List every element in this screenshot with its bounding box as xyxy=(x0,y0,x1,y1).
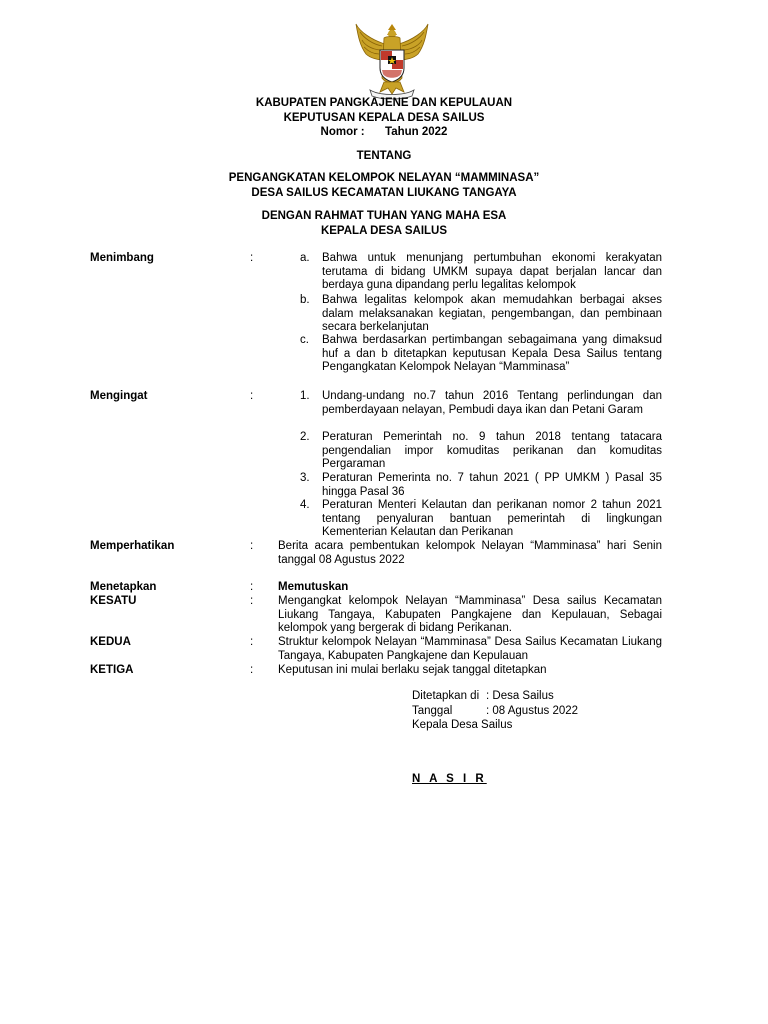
menimbang-label: Menimbang xyxy=(90,252,154,264)
menimbang-marker-c: c. xyxy=(300,334,309,346)
mengingat-item-3: Peraturan Pemerinta no. 7 tahun 2021 ( PP UMKM ) Pasal 35 hingga Pasal 36 xyxy=(322,472,662,498)
jabatan-line: Kepala Desa Sailus xyxy=(412,719,513,731)
kesatu-text: Mengangkat kelompok Nelayan “Mamminasa” Desa sailus Kecamatan Liukang Tangaya, Kabupaten Pangkajene dan Kepulauan, Sebagai kelompok yang bergerak di bidang Perikanan. xyxy=(278,595,662,634)
garuda-emblem xyxy=(352,22,432,102)
menimbang-marker-b: b. xyxy=(300,294,310,306)
menimbang-item-a: Bahwa untuk menunjang pertumbuhan ekonomi kerakyatan terutama di bidang UMKM supaya dapat berjalan lancar dan berdaya guna dipandang perlu legalitas kelompok xyxy=(322,252,662,291)
nomor-label: Nomor : xyxy=(320,126,365,138)
ketiga-label: KETIGA xyxy=(90,664,134,676)
tanggal-value: : 08 Agustus 2022 xyxy=(486,705,579,717)
menimbang-colon: : xyxy=(250,252,254,264)
kepala-line: KEPALA DESA SAILUS xyxy=(320,225,448,237)
kesatu-label: KESATU xyxy=(90,595,137,607)
tanggal-label: Tanggal xyxy=(412,705,453,717)
menetapkan-colon: : xyxy=(250,581,254,593)
mengingat-item-4: Peraturan Menteri Kelautan dan perikanan nomor 2 tahun 2021 tentang penyaluran bantuan pemerintah di lingkungan Kementerian Kelautan dan Perikanan xyxy=(322,499,662,538)
tentang-heading: TENTANG xyxy=(356,150,412,162)
menimbang-marker-a: a. xyxy=(300,252,310,264)
mengingat-marker-1: 1. xyxy=(300,390,310,402)
mengingat-colon: : xyxy=(250,390,254,402)
ketiga-text: Keputusan ini mulai berlaku sejak tanggal ditetapkan xyxy=(278,664,547,676)
memutuskan-text: Memutuskan xyxy=(278,581,349,593)
tahun-label: Tahun 2022 xyxy=(385,126,448,138)
menimbang-item-c: Bahwa berdasarkan pertimbangan sebagaimana yang dimaksud huf a dan b ditetapkan keputusan Kepala Desa Sailus tentang Pengangkatan Kelompok Nelayan “Mamminasa” xyxy=(322,334,662,373)
subject-line-1: PENGANGKATAN KELOMPOK NELAYAN “MAMMINASA” xyxy=(228,172,540,184)
kedua-colon: : xyxy=(250,636,254,648)
ditetapkan-label: Ditetapkan di xyxy=(412,690,480,702)
header-number-line xyxy=(0,125,768,140)
mengingat-item-1: Undang-undang no.7 tahun 2016 Tentang perlindungan dan pemberdayaan nelayan, Pembudi daya ikan dan Petani Garam xyxy=(322,390,662,416)
mengingat-marker-4: 4. xyxy=(300,499,310,511)
mengingat-label: Mengingat xyxy=(90,390,148,402)
menetapkan-label: Menetapkan xyxy=(90,581,157,593)
memperhatikan-label: Memperhatikan xyxy=(90,540,175,552)
ketiga-colon: : xyxy=(250,664,254,676)
header-regency: KABUPATEN PANGKAJENE DAN KEPULAUAN xyxy=(255,97,513,109)
mengingat-marker-3: 3. xyxy=(300,472,310,484)
kesatu-colon: : xyxy=(250,595,254,607)
kedua-label: KEDUA xyxy=(90,636,131,648)
mengingat-item-2: Peraturan Pemerintah no. 9 tahun 2018 tentang tatacara pengendalian impor komuditas perikanan dan komuditas Pergaraman xyxy=(322,431,662,470)
header-decree-title: KEPUTUSAN KEPALA DESA SAILUS xyxy=(283,112,485,124)
subject-line-2: DESA SAILUS KECAMATAN LIUKANG TANGAYA xyxy=(251,187,517,199)
menimbang-item-b: Bahwa legalitas kelompok akan memudahkan berbagai akses dalam melaksanakan kegiatan, pengembangan, dan pembinaan secara berkelanjutan xyxy=(322,294,662,333)
mengingat-marker-2: 2. xyxy=(300,431,310,443)
kedua-text: Struktur kelompok Nelayan “Mamminasa” Desa Sailus Kecamatan Liukang Tangaya, Kabupaten Pangkajene dan Kepulauan xyxy=(278,636,662,662)
rahmat-line: DENGAN RAHMAT TUHAN YANG MAHA ESA xyxy=(261,210,507,222)
ditetapkan-row xyxy=(412,689,554,705)
memperhatikan-colon: : xyxy=(250,540,254,552)
signatory-name: N A S I R xyxy=(412,773,487,785)
memperhatikan-text: Berita acara pembentukan kelompok Nelayan “Mamminasa” hari Senin tanggal 08 Agustus 2022 xyxy=(278,540,662,566)
ditetapkan-value: : Desa Sailus xyxy=(486,690,554,702)
